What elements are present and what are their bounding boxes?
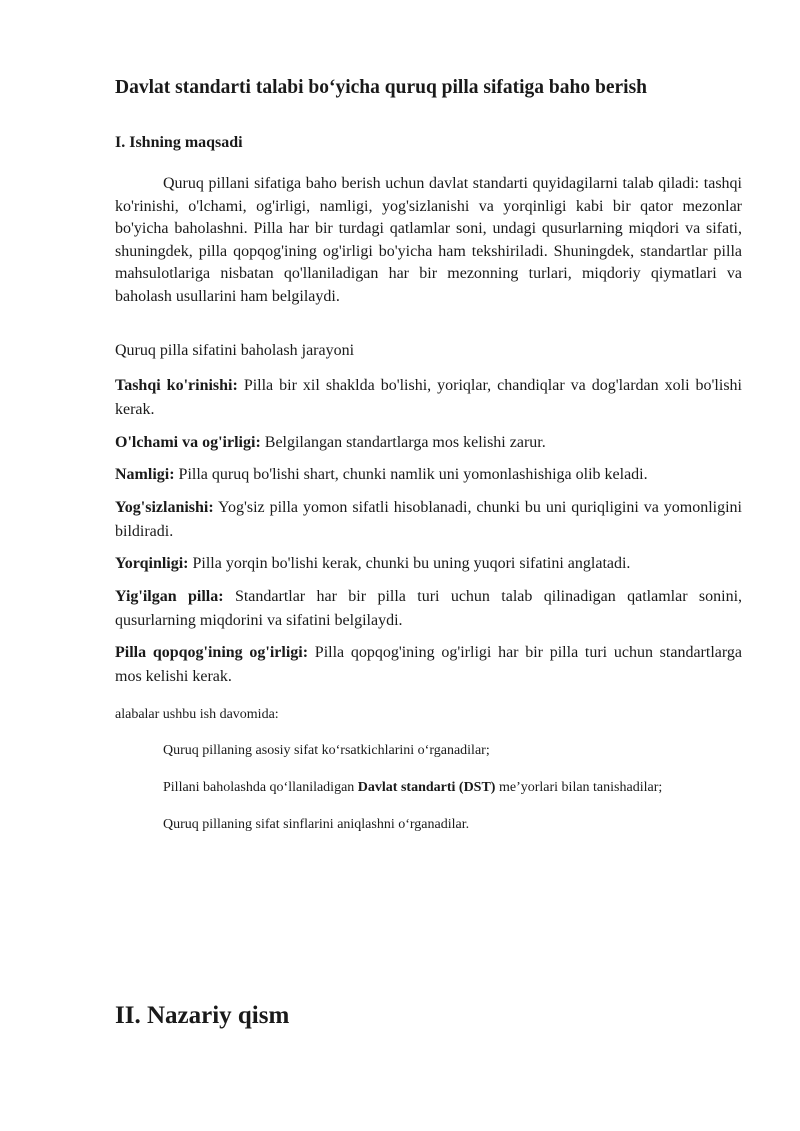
outcome-text: Pillani baholashda qo‘llaniladigan bbox=[163, 780, 358, 795]
criterion-text: Standartlar har bir pilla turi uchun talab qilinadigan qatlamlar sonini, qusurlarning miqdorini va sifatini belgilaydi. bbox=[115, 587, 743, 629]
criterion-term: O'lchami va og'irligi: bbox=[115, 433, 261, 451]
intro-paragraph: Quruq pillani sifatiga baho berish uchun davlat standarti quyidagilarni talab qiladi: tashqi ko'rinishi, o'lchami, og'irligi, namligi, yog'sizlanishi va yorqinligi kabi bir qator mezonlar bo'yicha baholashni. Pilla har bir turdagi qatlamlar soni, undagi qusurlarning miqdori va sifati, shuningdek, pilla qopqog'ining og'irligi bo'yicha ham tekshiriladi. Shuningdek, standartlar pilla mahsulotlariga nisbatan qo'llaniladigan har bir mezonning turlari, miqdoriy qiymatlari va baholash usullarini ham belgilaydi. bbox=[115, 175, 742, 305]
criterion-text: Belgilangan standartlarga mos kelishi zarur. bbox=[260, 433, 546, 451]
outcome-standard-name: Davlat standarti (DST) bbox=[357, 780, 496, 795]
criterion-text: Yog'siz pilla yomon sifatli hisoblanadi, chunki bu uni quriqligini va yomonligini bildiradi. bbox=[115, 498, 742, 540]
criterion-term: Pilla qopqog'ining og'irligi: bbox=[115, 644, 309, 661]
criterion-term: Tashqi ko'rinishi: bbox=[115, 377, 238, 394]
criterion-term: Yog'sizlanishi: bbox=[115, 498, 214, 516]
criterion-item bbox=[115, 641, 742, 689]
outcome-item: Quruq pillaning asosiy sifat ko‘rsatkichlarini o‘rganadilar; bbox=[163, 743, 490, 758]
criterion-item bbox=[115, 552, 742, 576]
document-title: Davlat standarti talabi bo‘yicha quruq pilla sifatiga baho berish bbox=[115, 77, 648, 98]
learning-outcomes-list bbox=[163, 741, 763, 852]
outcome-item: Quruq pillaning sifat sinflarini aniqlashni o‘rganadilar. bbox=[163, 817, 470, 832]
section-heading-purpose: I. Ishning maqsadi bbox=[115, 134, 243, 151]
criterion-text: Pilla yorqin bo'lishi kerak, chunki bu uning yuqori sifatini anglatadi. bbox=[188, 555, 631, 572]
outcome-text: me’yorlari bilan tanishadilar; bbox=[495, 780, 663, 795]
criterion-text: Pilla bir xil shaklda bo'lishi, yoriqlar, chandiqlar va dog'lardan xoli bo'lishi kerak. bbox=[115, 377, 742, 418]
criterion-item bbox=[115, 463, 742, 487]
criterion-item bbox=[115, 585, 742, 633]
outcome-item bbox=[163, 778, 763, 798]
criterion-term: Namligi: bbox=[115, 466, 175, 483]
criterion-text: Pilla quruq bo'lishi shart, chunki namlik uni yomonlashishiga olib keladi. bbox=[174, 466, 648, 483]
criteria-list bbox=[115, 374, 742, 698]
evaluation-process-subheading: Quruq pilla sifatini baholash jarayoni bbox=[115, 342, 355, 359]
criterion-text: Pilla qopqog'ining og'irligi har bir pilla turi uchun standartlarga mos kelishi kerak. bbox=[115, 644, 743, 685]
outcomes-intro: alabalar ushbu ish davomida: bbox=[115, 707, 279, 722]
criterion-item bbox=[115, 374, 742, 422]
criterion-term: Yorqinligi: bbox=[115, 555, 189, 572]
section-heading-theory: II. Nazariy qism bbox=[115, 1002, 290, 1029]
criterion-item bbox=[115, 431, 742, 455]
criterion-term: Yig'ilgan pilla: bbox=[115, 587, 224, 605]
criterion-item bbox=[115, 496, 742, 544]
